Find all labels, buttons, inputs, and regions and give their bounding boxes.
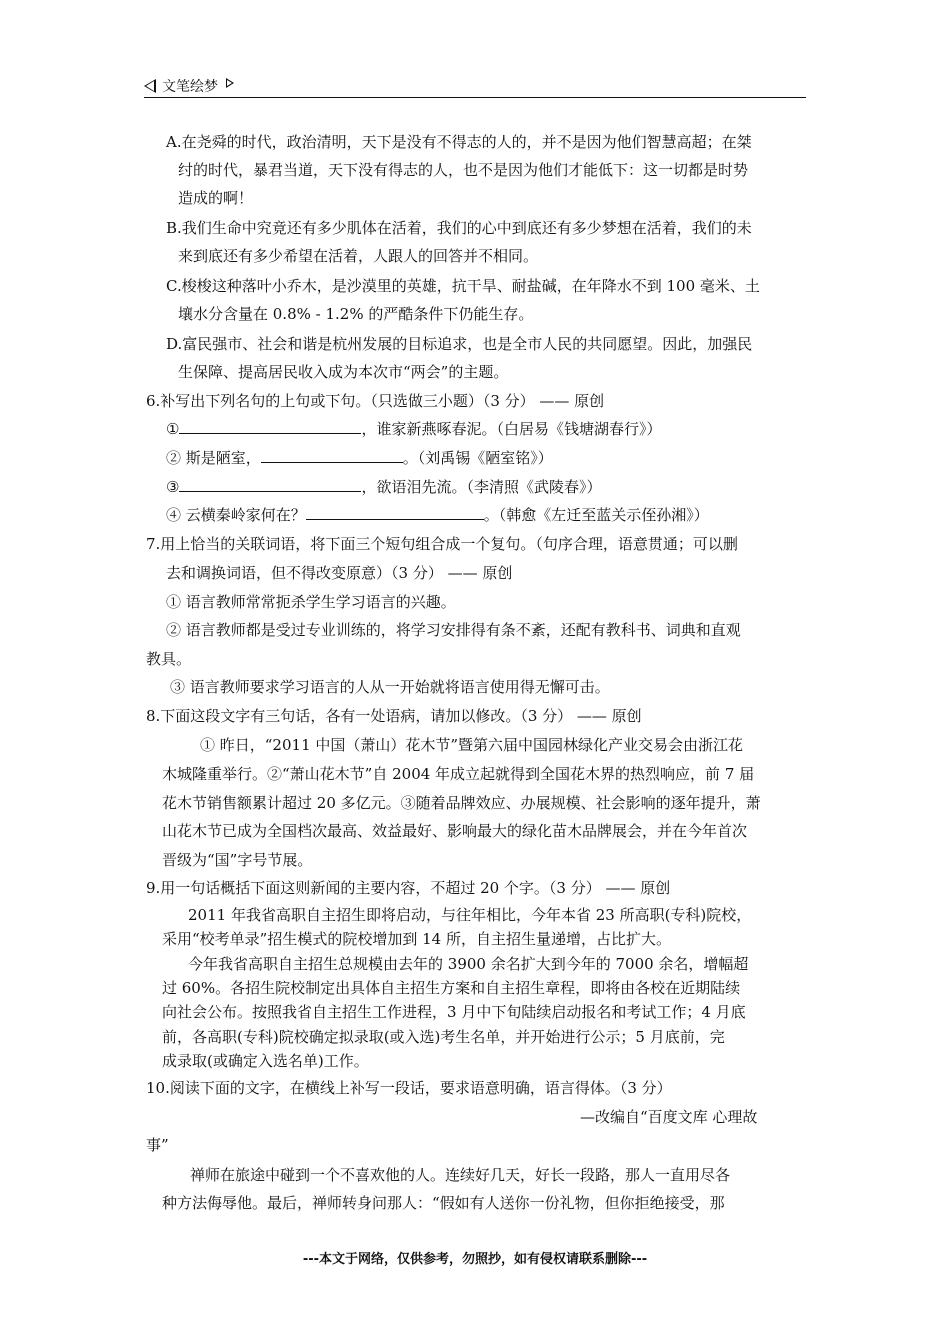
q6-item-1 bbox=[166, 419, 661, 439]
q9-para1-line1: 2011 年我省高职自主招生即将启动，与往年相比，今年本省 23 所高职(专科)院校， bbox=[188, 906, 752, 924]
q10-source-line2: 事” bbox=[146, 1136, 169, 1154]
answer-blank-4[interactable] bbox=[306, 505, 484, 520]
q6-item-4-text: 。（韩愈《左迁至蓝关示侄孙湘》） bbox=[483, 506, 709, 524]
brand-mark bbox=[144, 76, 234, 96]
right-triangle-icon bbox=[226, 78, 234, 88]
left-triangle-icon bbox=[144, 79, 156, 93]
q7-sentence-2-line1: ② 语言教师都是受过专业训练的，将学习安排得有条不紊，还配有教科书、词典和直观 bbox=[166, 621, 741, 639]
q9-para2-line1: 今年我省高职自主招生总规模由去年的 3900 余名扩大到今年的 7000 余名，增幅超 bbox=[188, 955, 749, 973]
q7-sentence-1: ① 语言教师常常扼杀学生学习语言的兴趣。 bbox=[166, 593, 456, 611]
q6-stem: 6.补写出下列名句的上句或下句。（只选做三小题）（3 分） —— 原创 bbox=[146, 392, 605, 410]
q10-para-line1: 禅师在旅途中碰到一个不喜欢他的人。连续好几天，好长一段路，那人一直用尽各 bbox=[190, 1166, 731, 1184]
q6-item-2-text: 。（刘禹锡《陋室铭》） bbox=[402, 449, 553, 467]
q6-item-2 bbox=[166, 448, 553, 468]
q9-para2-line2: 过 60%。各招生院校制定出具体自主招生方案和自主招生章程，即将由各校在近期陆续 bbox=[162, 979, 741, 997]
page-footer: ---本文于网络，仅供参考，勿照抄，如有侵权请联系删除--- bbox=[302, 1252, 648, 1267]
q6-item-4-number: ④ 云横秦岭家何在？ bbox=[166, 506, 306, 524]
q10-stem: 10.阅读下面的文字，在横线上补写一段话，要求语意明确，语言得体。（3 分） bbox=[146, 1079, 672, 1097]
q5-option-b-line1: B.我们生命中究竟还有多少肌体在活着，我们的心中到底还有多少梦想在活着，我们的未 bbox=[166, 219, 752, 237]
answer-blank-1[interactable] bbox=[179, 419, 361, 434]
q8-para-line4: 山花木节已成为全国档次最高、效益最好、影响最大的绿化苗木品牌展会，并在今年首次 bbox=[162, 822, 748, 840]
q6-item-3-number: ③ bbox=[166, 478, 180, 496]
q6-item-1-number: ① bbox=[166, 420, 180, 438]
q9-para2-line3: 向社会公布。按照我省自主招生工作进程，3 月中下旬陆续启动报名和考试工作；4 月底 bbox=[162, 1003, 746, 1021]
q7-stem-line1: 7.用上恰当的关联词语，将下面三个短句组合成一个复句。（句序合理，语意贯通；可以删 bbox=[146, 535, 738, 553]
q5-option-c-line2: 壤水分含量在 0.8% - 1.2% 的严酷条件下仍能生存。 bbox=[178, 305, 534, 323]
q9-para1-line2: 采用“校考单录”招生模式的院校增加到 14 所，自主招生量递增，占比扩大。 bbox=[162, 930, 671, 948]
q7-stem-line2: 去和调换词语，但不得改变原意）（3 分） —— 原创 bbox=[166, 564, 513, 582]
q6-item-1-text: ，谁家新燕啄春泥。（白居易《钱塘湖春行》） bbox=[361, 420, 662, 438]
q8-para-line1: ① 昨日，“2011 中国（萧山）花木节”暨第六届中国园林绿化产业交易会由浙江花 bbox=[200, 736, 744, 754]
q6-item-3-text: ，欲语泪先流。（李清照《武陵春》） bbox=[361, 478, 602, 496]
q9-para2-line5: 成录取(或确定入选名单)工作。 bbox=[162, 1052, 369, 1070]
q7-sentence-2-line2: 教具。 bbox=[146, 650, 192, 668]
q7-sentence-3: ③ 语言教师要求学习语言的人从一开始就将语言使用得无懈可击。 bbox=[170, 678, 610, 696]
answer-blank-3[interactable] bbox=[179, 477, 361, 492]
q8-para-line5: 晋级为“国”字号节展。 bbox=[162, 851, 313, 869]
q9-para2-line4: 前，各高职(专科)院校确定拟录取(或入选)考生名单，并开始进行公示；5 月底前，完 bbox=[162, 1028, 725, 1046]
q5-option-a-line1: A.在尧舜的时代，政治清明，天下是没有不得志的人的，并不是因为他们智慧高超；在桀 bbox=[166, 133, 752, 151]
q8-para-line3: 花木节销售额累计超过 20 多亿元。③随着品牌效应、办展规模、社会影响的逐年提升，萧 bbox=[162, 794, 761, 812]
q5-option-a-line2: 纣的时代，暴君当道，天下没有得志的人，也不是因为他们才能低下：这一切都是时势 bbox=[178, 161, 749, 179]
q8-stem: 8.下面这段文字有三句话，各有一处语病，请加以修改。（3 分） —— 原创 bbox=[146, 707, 642, 725]
q6-item-3 bbox=[166, 477, 601, 497]
header-rule bbox=[144, 97, 806, 98]
q10-source-line1: —改编自“百度文库 心理故 bbox=[580, 1108, 758, 1126]
page-header bbox=[144, 74, 806, 98]
q5-option-c-line1: C.梭梭这种落叶小乔木，是沙漠里的英雄，抗干旱、耐盐碱，在年降水不到 100 毫米、土 bbox=[166, 277, 760, 295]
q10-para-line2: 种方法侮辱他。最后，禅师转身问那人：“假如有人送你一份礼物，但你拒绝接受，那 bbox=[162, 1194, 725, 1212]
q8-para-line2: 木城隆重举行。②“萧山花木节”自 2004 年成立起就得到全国花木界的热烈响应，前 7 届 bbox=[162, 765, 755, 783]
q5-option-d-line1: D.富民强市、社会和谐是杭州发展的目标追求，也是全市人民的共同愿望。因此，加强民 bbox=[166, 335, 753, 353]
answer-blank-2[interactable] bbox=[261, 448, 403, 463]
q6-item-2-number: ② 斯是陋室， bbox=[166, 449, 261, 467]
q5-option-b-line2: 来到底还有多少希望在活着，人跟人的回答并不相同。 bbox=[178, 247, 539, 265]
q6-item-4 bbox=[166, 505, 709, 525]
brand-name: 文笔绘梦 bbox=[162, 79, 218, 95]
q5-option-a-line3: 造成的啊！ bbox=[178, 189, 254, 207]
q9-stem: 9.用一句话概括下面这则新闻的主要内容，不超过 20 个字。（3 分） —— 原创 bbox=[146, 879, 671, 897]
q5-option-d-line2: 生保障、提高居民收入成为本次市“两会”的主题。 bbox=[178, 363, 509, 381]
